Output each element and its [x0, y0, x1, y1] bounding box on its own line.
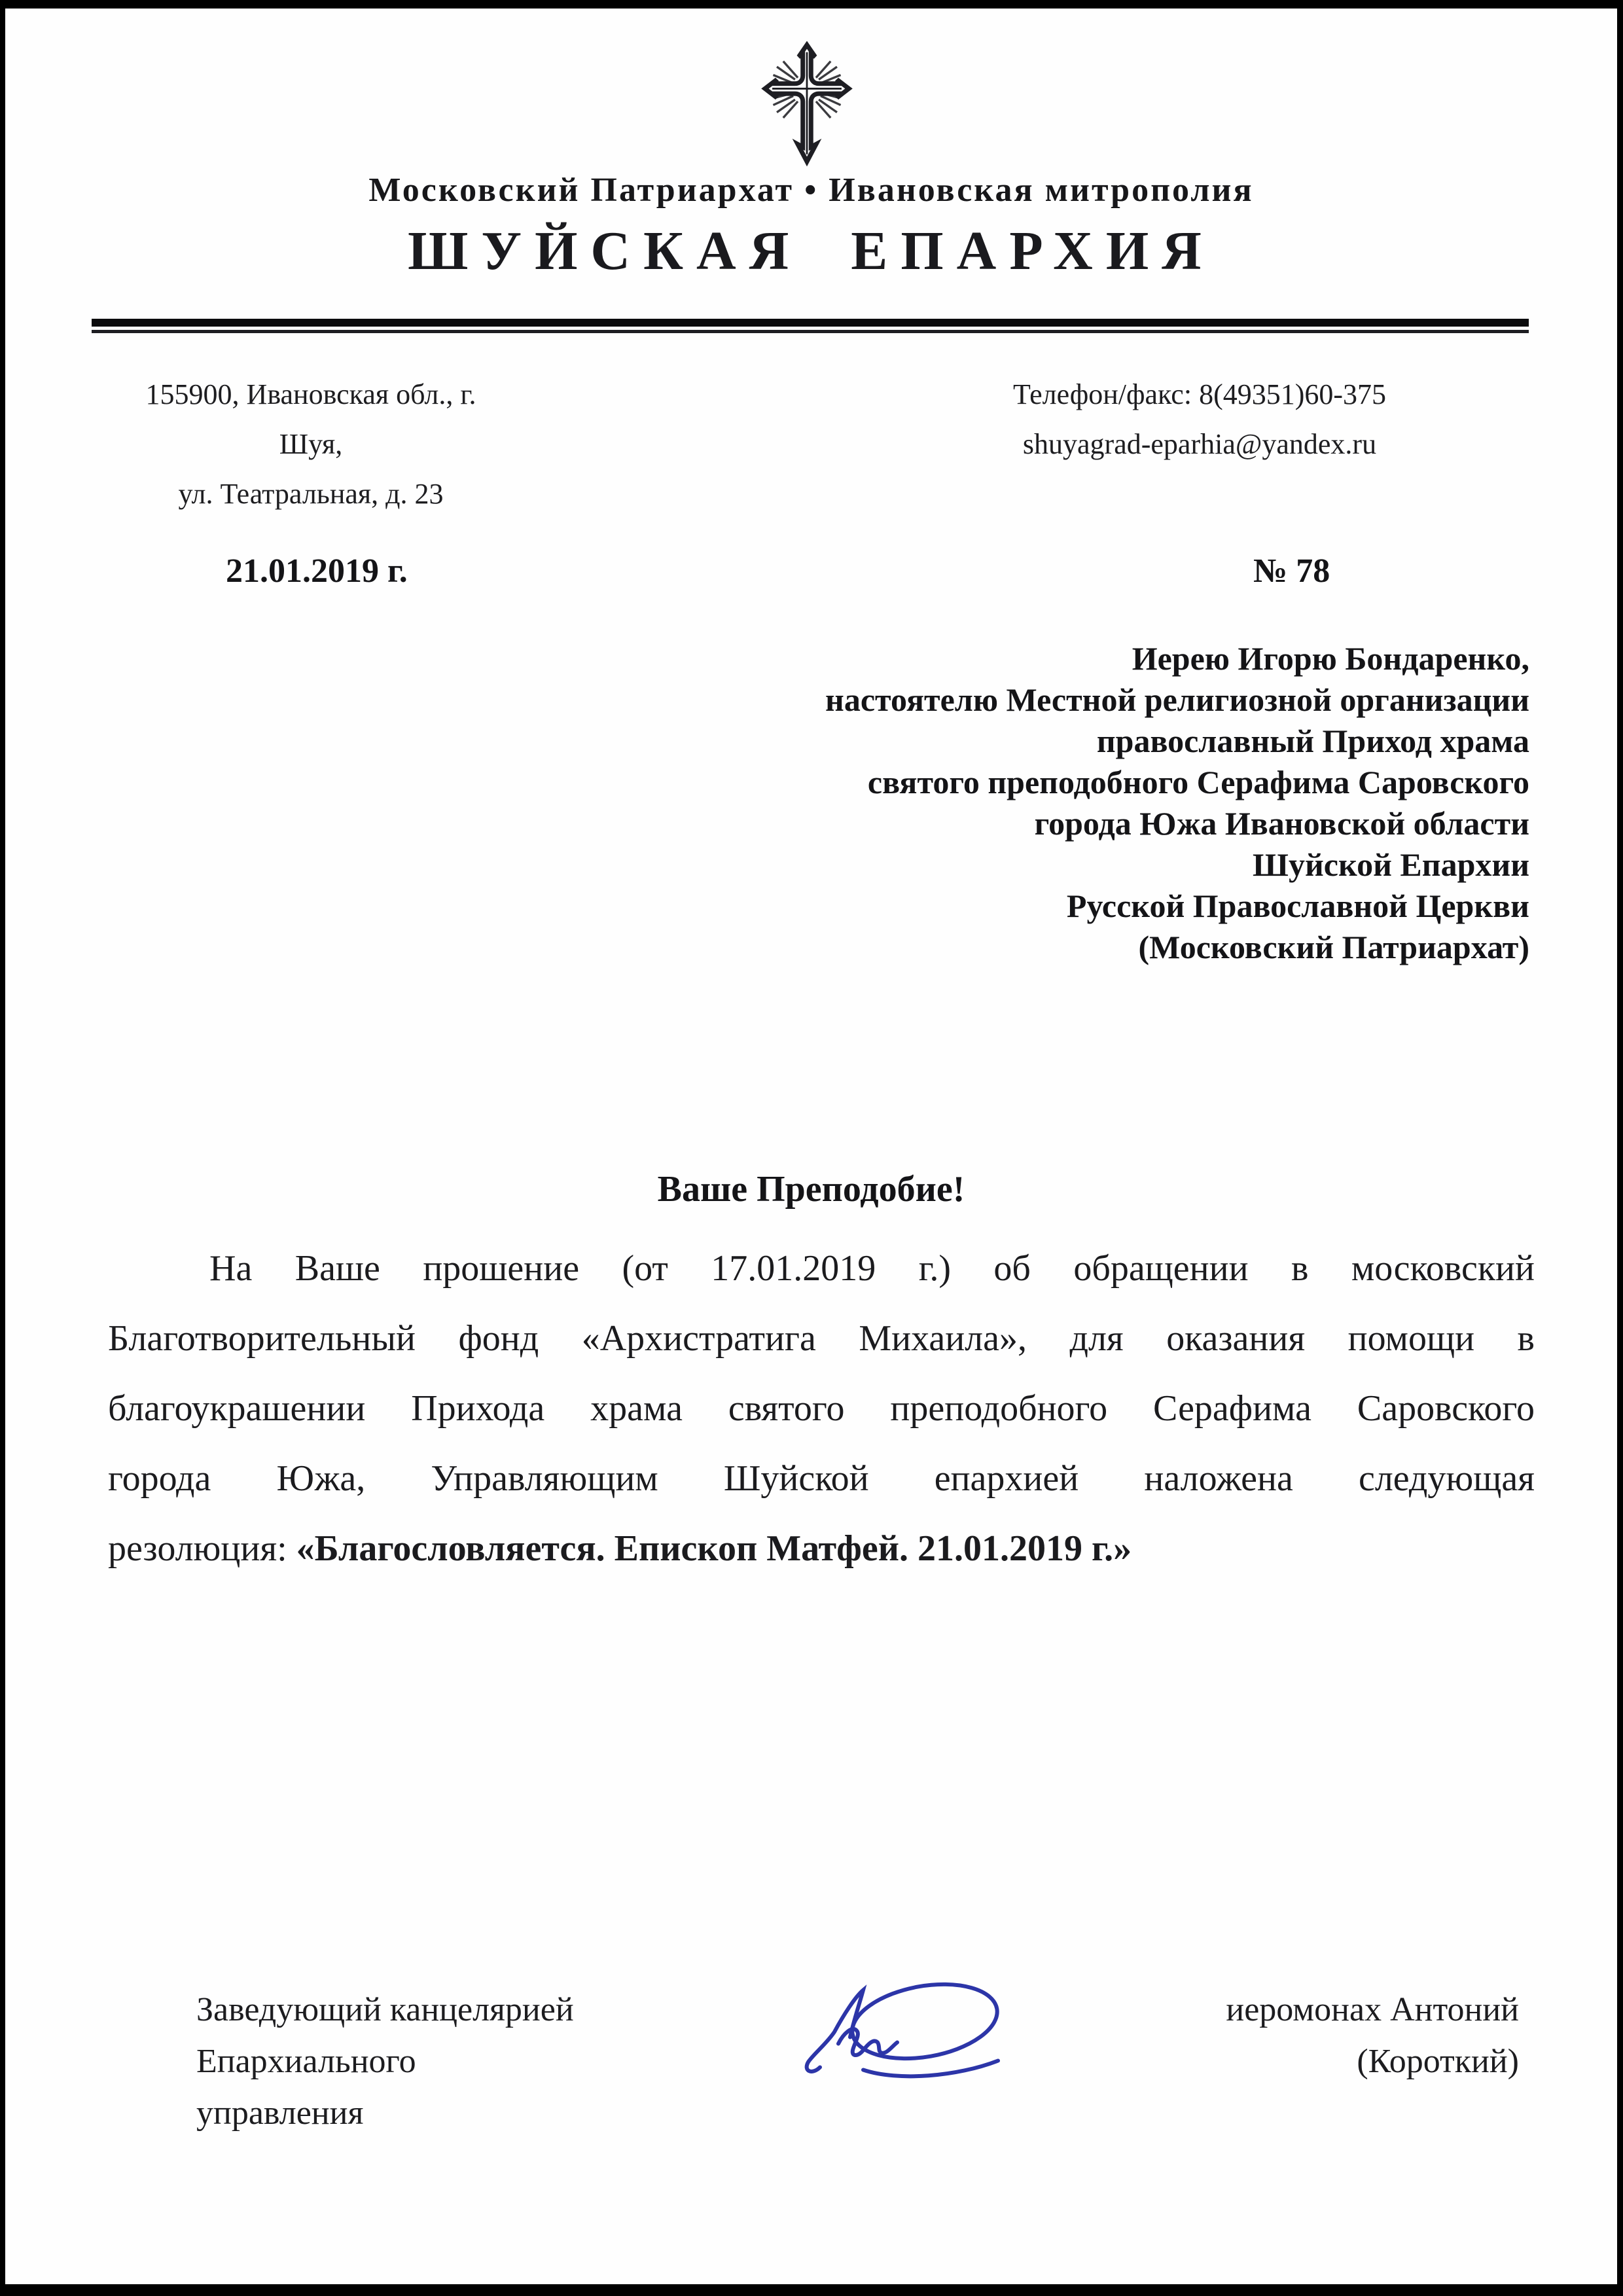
phone-line: Телефон/факс: 8(49351)60-375 [1012, 378, 1387, 410]
body-line [108, 1304, 1535, 1374]
contacts-block [1000, 370, 1399, 469]
recipient-block [825, 638, 1529, 968]
signatory-position-line: Епархиального [196, 2043, 416, 2080]
body-text: резолюция: [108, 1528, 296, 1569]
address-block [124, 370, 497, 519]
signer-name-line: иеромонах Антоний [1226, 1991, 1519, 2028]
salutation: Ваше Преподобие! [657, 1169, 965, 1210]
recipient-line: православный Приход храма [1096, 723, 1529, 759]
body-text: города Южа, Управляющим Шуйской епархией наложена следующая [108, 1458, 1535, 1499]
letter-number: № 78 [1253, 552, 1330, 590]
body-line [108, 1514, 1535, 1584]
body-line [108, 1374, 1535, 1444]
address-line-1: 155900, Ивановская обл., г. Шуя, [145, 378, 476, 460]
email-line: shuyagrad-eparhia@yandex.ru [1022, 428, 1377, 460]
signer-name [1226, 1984, 1519, 2087]
letter-date: 21.01.2019 г. [226, 552, 408, 590]
recipient-line: Иерею Игорю Бондаренко, [1132, 640, 1529, 677]
body-text: Благотворительный фонд «Архистратига Михаила», для оказания помощи в [108, 1318, 1535, 1359]
recipient-line: святого преподобного Серафима Саровского [867, 764, 1529, 800]
recipient-line: (Московский Патриархат) [1138, 929, 1529, 965]
letterhead-divider [92, 319, 1529, 333]
body-line [108, 1444, 1535, 1514]
recipient-line: Русской Православной Церкви [1066, 888, 1529, 924]
orthodox-cross-icon [751, 41, 863, 169]
eparchy-title: ШУЙСКАЯ ЕПАРХИЯ [408, 221, 1215, 281]
signatory-position [196, 1984, 574, 2139]
recipient-line: настоятелю Местной религиозной организации [825, 681, 1529, 718]
body-text-bold: «Благословляется. Епископ Матфей. 21.01.2019 г.» [296, 1528, 1132, 1569]
signatory-position-line: Заведующий канцелярией [196, 1991, 574, 2028]
handwritten-signature [800, 1969, 1010, 2096]
body-line [108, 1234, 1535, 1304]
address-line-2: ул. Театральная, д. 23 [178, 478, 444, 510]
body-text: На Ваше прошение (от 17.01.2019 г.) об обращении в московский [209, 1248, 1535, 1289]
signer-name-line: (Короткий) [1357, 2043, 1519, 2080]
letter-body [108, 1234, 1535, 1584]
body-text: благоукрашении Прихода храма святого преподобного Серафима Саровского [108, 1388, 1535, 1429]
signatory-position-line: управления [196, 2094, 364, 2132]
recipient-line: города Южа Ивановской области [1034, 805, 1529, 842]
patriarchate-metropolia-line: Московский Патриархат • Ивановская митрополия [368, 171, 1254, 209]
recipient-line: Шуйской Епархии [1253, 846, 1529, 883]
